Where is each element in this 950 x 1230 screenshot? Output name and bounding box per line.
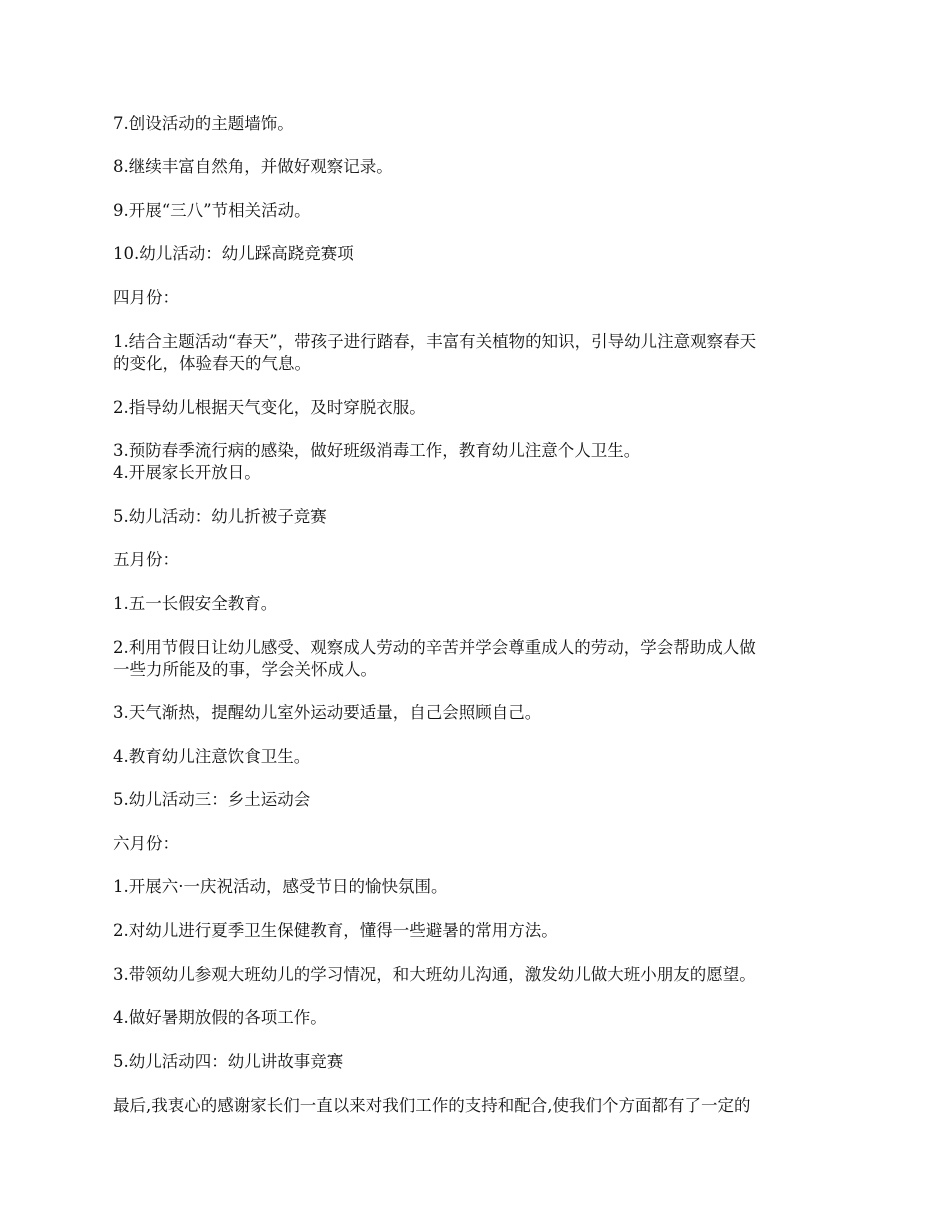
- june-item-2: 2.对幼儿进行夏季卫生保健教育，懂得一些避暑的常用方法。: [113, 921, 558, 940]
- item-8-nature-corner: 8.继续丰富自然角，并做好观察记录。: [113, 157, 393, 176]
- may-item-2-line-2: 一些力所能及的事，学会关怀成人。: [113, 660, 377, 679]
- closing-paragraph: 最后,我衷心的感谢家长们一直以来对我们工作的支持和配合,使我们个方面都有了一定的: [113, 1096, 751, 1115]
- may-item-5: 5.幼儿活动三：乡土运动会: [113, 790, 311, 809]
- item-7-wall-decoration: 7.创设活动的主题墙饰。: [113, 114, 294, 133]
- june-heading: 六月份：: [113, 834, 179, 853]
- may-item-3: 3.天气渐热，提醒幼儿室外运动要适量，自己会照顾自己。: [113, 703, 542, 722]
- item-10-stilt-contest: 10.幼儿活动：幼儿踩高跷竞赛项: [113, 244, 354, 263]
- june-item-4: 4.做好暑期放假的各项工作。: [113, 1008, 327, 1027]
- june-item-1: 1.开展六·一庆祝活动，感受节日的愉快氛围。: [113, 877, 448, 896]
- april-item-5: 5.幼儿活动：幼儿折被子竞赛: [113, 507, 327, 526]
- may-item-2-line-1: 2.利用节假日让幼儿感受、观察成人劳动的辛苦并学会尊重成人的劳动，学会帮助成人做: [113, 638, 756, 657]
- may-item-4: 4.教育幼儿注意饮食卫生。: [113, 747, 311, 766]
- june-item-3: 3.带领幼儿参观大班幼儿的学习情况，和大班幼儿沟通，激发幼儿做大班小朋友的愿望。: [113, 965, 756, 984]
- april-item-1-line-2: 的变化，体验春天的气息。: [113, 354, 311, 373]
- may-heading: 五月份：: [113, 550, 179, 569]
- april-item-3: 3.预防春季流行病的感染，做好班级消毒工作，教育幼儿注意个人卫生。: [113, 441, 641, 460]
- april-item-2: 2.指导幼儿根据天气变化，及时穿脱衣服。: [113, 398, 426, 417]
- item-9-womens-day: 9.开展“三八”节相关活动。: [113, 201, 311, 220]
- april-heading: 四月份：: [113, 288, 179, 307]
- june-item-5: 5.幼儿活动四：幼儿讲故事竞赛: [113, 1052, 344, 1071]
- april-item-1-line-1: 1.结合主题活动“春天”，带孩子进行踏春，丰富有关植物的知识，引导幼儿注意观察春天: [113, 332, 757, 351]
- may-item-1: 1.五一长假安全教育。: [113, 594, 278, 613]
- april-item-4: 4.开展家长开放日。: [113, 463, 261, 482]
